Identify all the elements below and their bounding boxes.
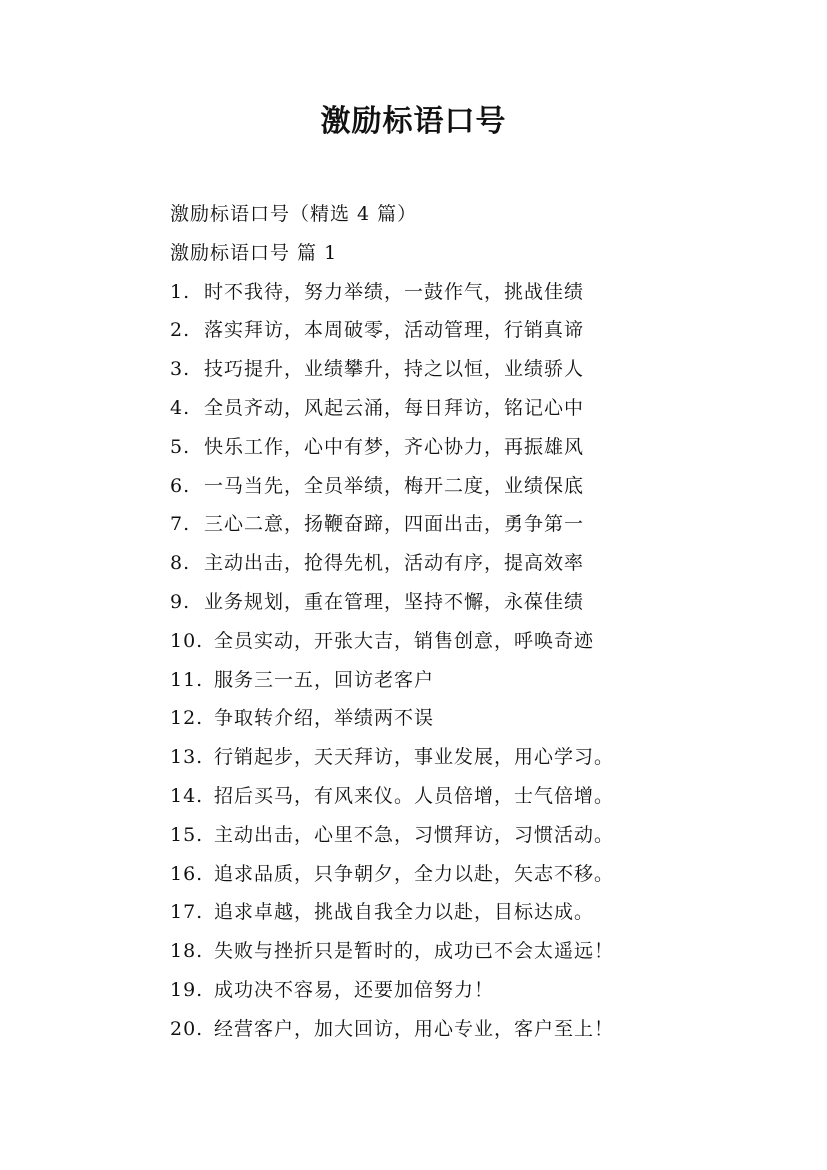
- item-number: 9.: [170, 590, 191, 613]
- list-item: [170, 893, 670, 932]
- list-item: [170, 738, 670, 777]
- list-item: [170, 273, 670, 312]
- item-text: 经营客户，加大回访，用心专业，客户至上！: [214, 1017, 615, 1040]
- item-text: 追求卓越，挑战自我全力以赴，目标达成。: [214, 901, 595, 924]
- item-text: 争取转介绍，举绩两不误: [214, 707, 435, 730]
- list-item: [170, 699, 670, 738]
- list-item: [170, 932, 670, 971]
- list-item: [170, 971, 670, 1010]
- item-number: 11.: [170, 668, 204, 691]
- item-number: 16.: [170, 862, 204, 885]
- item-text: 业务规划，重在管理，坚持不懈，永葆佳绩: [204, 590, 585, 613]
- item-number: 1.: [170, 280, 191, 303]
- item-number: 4.: [170, 396, 191, 419]
- section-heading: 激励标语口号 篇 1: [170, 241, 338, 264]
- list-item: [170, 389, 670, 428]
- list-item: [170, 855, 670, 894]
- item-text: 三心二意，扬鞭奋蹄，四面出击，勇争第一: [204, 513, 585, 536]
- list-item: [170, 661, 670, 700]
- list-item: [170, 311, 670, 350]
- item-text: 全员齐动，风起云涌，每日拜访，铭记心中: [204, 396, 585, 419]
- item-number: 14.: [170, 784, 204, 807]
- item-text: 成功决不容易，还要加倍努力！: [214, 978, 495, 1001]
- item-text: 技巧提升，业绩攀升，持之以恒，业绩骄人: [204, 358, 585, 381]
- item-text: 时不我待，努力举绩，一鼓作气，挑战佳绩: [204, 280, 585, 303]
- list-item: [170, 350, 670, 389]
- item-text: 落实拜访，本周破零，活动管理，行销真谛: [204, 319, 585, 342]
- item-number: 10.: [170, 629, 204, 652]
- list-item: [170, 1010, 670, 1049]
- item-number: 15.: [170, 823, 204, 846]
- item-number: 8.: [170, 552, 191, 575]
- item-number: 13.: [170, 746, 204, 769]
- item-text: 追求品质，只争朝夕，全力以赴，矢志不移。: [214, 862, 615, 885]
- item-number: 18.: [170, 940, 204, 963]
- item-text: 快乐工作，心中有梦，齐心协力，再振雄风: [204, 435, 585, 458]
- list-item: [170, 622, 670, 661]
- list-item: [170, 583, 670, 622]
- item-text: 失败与挫折只是暂时的，成功已不会太遥远！: [214, 940, 615, 963]
- list-item: [170, 777, 670, 816]
- item-number: 19.: [170, 978, 204, 1001]
- item-number: 3.: [170, 358, 191, 381]
- item-text: 服务三一五，回访老客户: [214, 668, 435, 691]
- item-number: 7.: [170, 513, 191, 536]
- item-text: 全员实动，开张大吉，销售创意，呼唤奇迹: [214, 629, 595, 652]
- item-text: 行销起步，天天拜访，事业发展，用心学习。: [214, 746, 615, 769]
- list-item: [170, 505, 670, 544]
- item-text: 主动出击，心里不急，习惯拜访，习惯活动。: [214, 823, 615, 846]
- item-number: 20.: [170, 1017, 204, 1040]
- item-number: 17.: [170, 901, 204, 924]
- document-subtitle: 激励标语口号（精选 4 篇）: [170, 203, 418, 225]
- item-number: 2.: [170, 319, 191, 342]
- item-number: 6.: [170, 474, 191, 497]
- list-item: [170, 428, 670, 467]
- list-item: [170, 816, 670, 855]
- item-number: 5.: [170, 435, 191, 458]
- document-body: [170, 195, 670, 1049]
- item-number: 12.: [170, 707, 204, 730]
- item-text: 一马当先，全员举绩，梅开二度，业绩保底: [204, 474, 585, 497]
- document-title: 激励标语口号: [320, 104, 507, 139]
- list-item: [170, 544, 670, 583]
- item-text: 主动出击，抢得先机，活动有序，提高效率: [204, 552, 585, 575]
- list-item: [170, 467, 670, 506]
- item-text: 招后买马，有风来仪。人员倍增，士气倍增。: [214, 784, 615, 807]
